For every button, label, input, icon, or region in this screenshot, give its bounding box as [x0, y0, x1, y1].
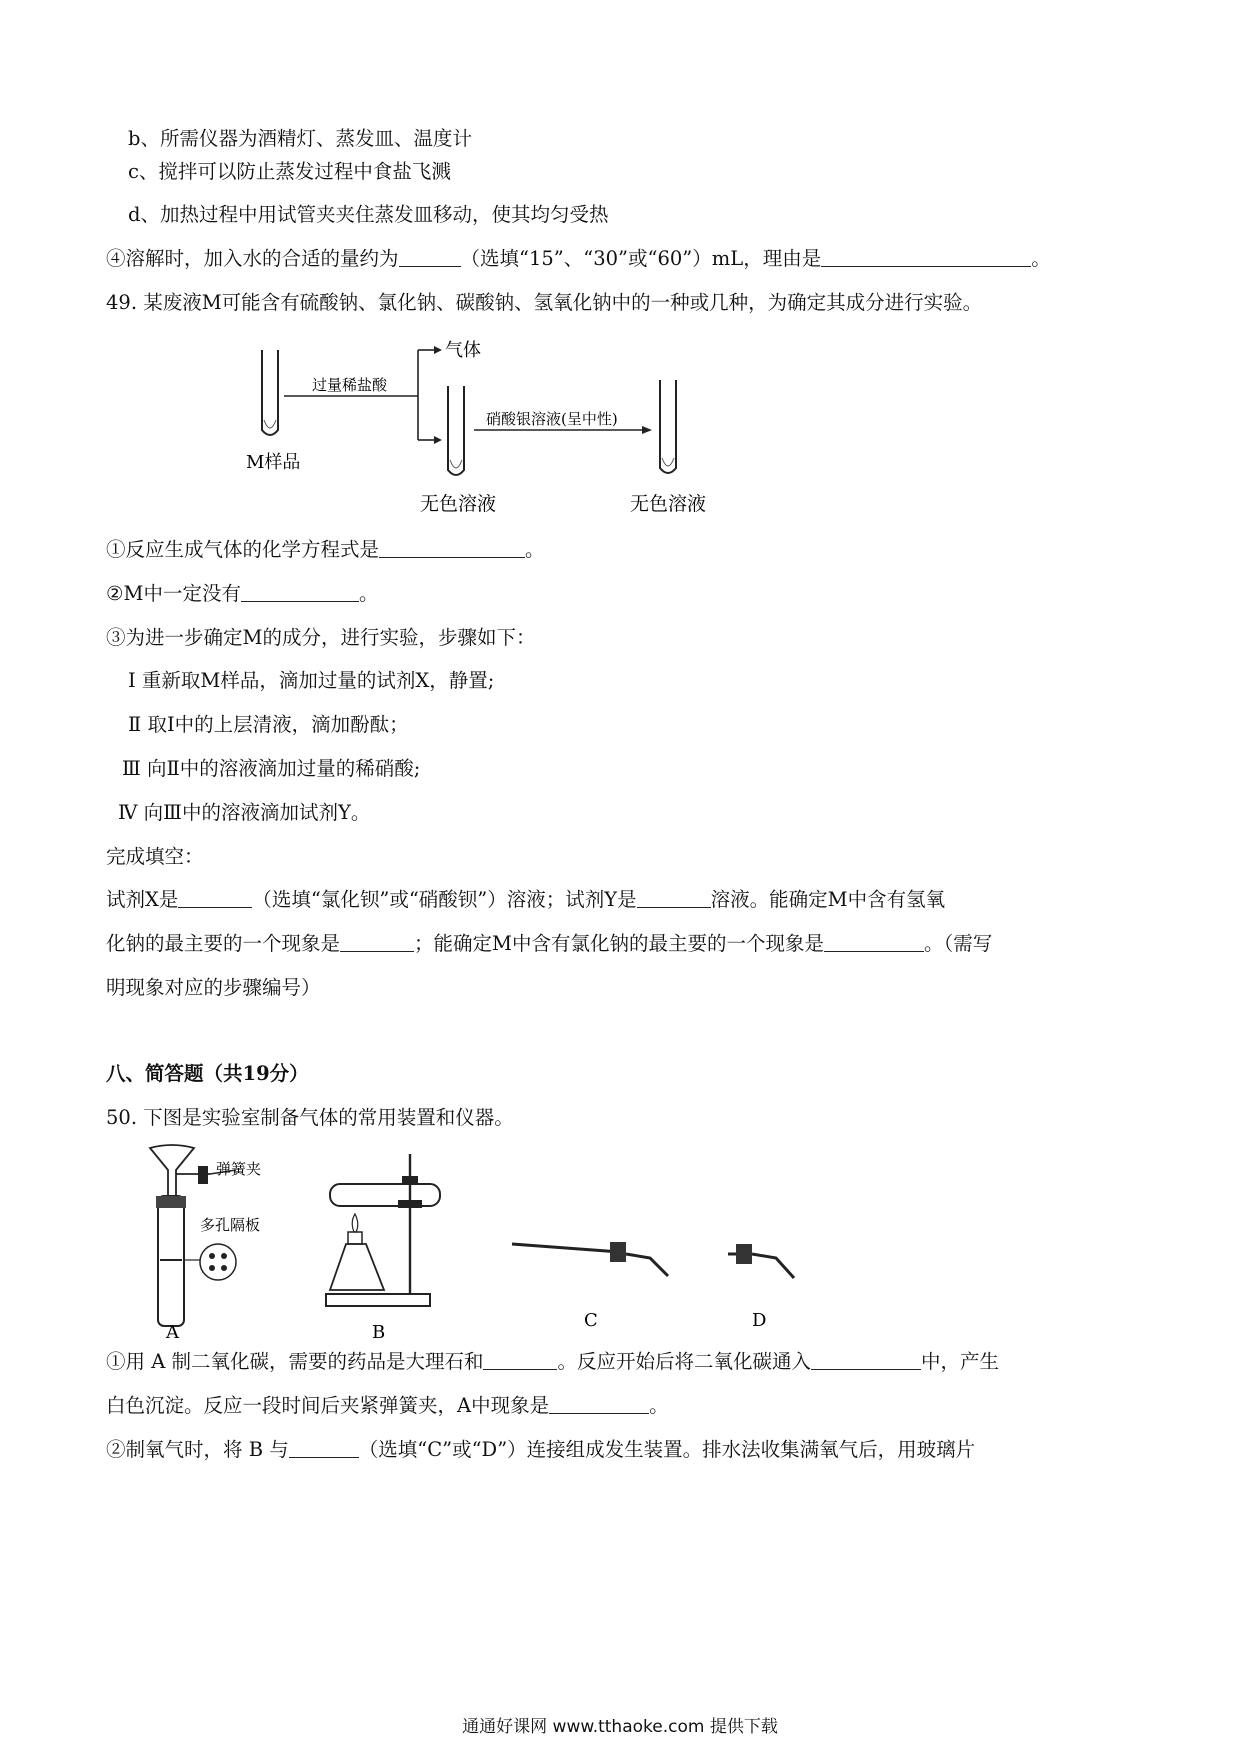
question-49: 49. 某废液M可能含有硫酸钠、氯化钠、碳酸钠、氢氧化钠中的一种或几种，为确定其成分进行实验。 — [106, 291, 983, 314]
answer-line-2-text-b: 。 — [649, 1394, 669, 1417]
fill-line-2-text-c: 。（需写 — [923, 932, 993, 955]
blank[interactable] — [379, 539, 525, 558]
label-solution-2: 无色溶液 — [630, 493, 707, 515]
label-sample: M样品 — [246, 452, 301, 473]
sub-question-1 — [106, 537, 545, 563]
apparatus-b — [326, 1154, 440, 1340]
step-3: Ⅲ 向Ⅱ中的溶液滴加过量的稀硝酸; — [122, 757, 421, 780]
question-4-text-a: ④溶解时，加入水的合适的量约为 — [106, 247, 399, 270]
label-b: B — [372, 1322, 386, 1340]
label-reagent-2: 硝酸银溶液(呈中性) — [486, 410, 618, 428]
fill-line-1-text-b: （选填“氯化钡”或“硝酸钡”）溶液；试剂Y是 — [252, 888, 637, 911]
step-1: Ⅰ 重新取M样品，滴加过量的试剂X，静置; — [128, 669, 495, 692]
apparatus-c — [512, 1242, 668, 1331]
fill-line-1-text-c: 溶液。能确定M中含有氢氧 — [710, 888, 946, 911]
sub-question-2 — [106, 581, 378, 607]
sub-question-2-text: ②M中一定没有 — [106, 582, 241, 605]
step-4: Ⅳ 向Ⅲ中的溶液滴加试剂Y。 — [118, 801, 371, 824]
step-2: Ⅱ 取Ⅰ中的上层清液，滴加酚酞； — [128, 713, 409, 736]
label-c: C — [584, 1310, 598, 1331]
fill-line-3: 明现象对应的步骤编号） — [106, 976, 321, 999]
fill-line-2-text-a: 化钠的最主要的一个现象是 — [106, 932, 341, 955]
page-footer: 通通好课网 www.tthaoke.com 提供下载 — [462, 1717, 778, 1737]
section-8-heading: 八、简答题（共19分） — [106, 1062, 309, 1085]
label-d: D — [752, 1310, 767, 1331]
answer-line-3-text-a: ②制氧气时，将 B 与 — [106, 1438, 289, 1461]
fill-line-1-text-a: 试剂X是 — [106, 888, 179, 911]
sub-question-1-end: 。 — [525, 538, 545, 561]
blank[interactable] — [821, 248, 1031, 267]
label-a: A — [166, 1322, 179, 1340]
answer-line-1-text-a: ①用 A 制二氧化碳，需要的药品是大理石和 — [106, 1350, 484, 1373]
blank[interactable] — [241, 583, 359, 602]
blank[interactable] — [483, 1351, 557, 1370]
blank[interactable] — [289, 1439, 359, 1458]
blank[interactable] — [178, 889, 252, 908]
fill-line-2 — [106, 931, 992, 957]
answer-line-3 — [106, 1437, 975, 1463]
option-c: c、搅拌可以防止蒸发过程中食盐飞溅 — [128, 160, 451, 183]
label-spring-clip: 弹簧夹 — [216, 1160, 262, 1178]
sub-question-3: ③为进一步确定M的成分，进行实验，步骤如下： — [106, 626, 536, 649]
experiment-flow-diagram — [240, 330, 800, 520]
blank[interactable] — [399, 248, 461, 267]
question-4-text-b: （选填“15”、“30”或“60”）mL，理由是 — [460, 247, 822, 270]
fill-line-1 — [106, 887, 945, 913]
blank[interactable] — [824, 933, 924, 952]
question-50: 50. 下图是实验室制备气体的常用装置和仪器。 — [106, 1106, 514, 1129]
option-b: b、所需仪器为酒精灯、蒸发皿、温度计 — [128, 127, 472, 150]
blank[interactable] — [811, 1351, 921, 1370]
sub-question-2-end: 。 — [358, 582, 379, 605]
fill-in-instruction: 完成填空： — [106, 845, 204, 868]
label-porous-plate: 多孔隔板 — [200, 1216, 261, 1234]
answer-line-2 — [106, 1393, 669, 1419]
apparatus-a — [150, 1145, 261, 1340]
blank[interactable] — [637, 889, 711, 908]
label-gas: 气体 — [445, 340, 481, 361]
fill-line-2-text-b: ；能确定M中含有氯化钠的最主要的一个现象是 — [414, 932, 824, 955]
blank[interactable] — [340, 933, 414, 952]
answer-line-2-text-a: 白色沉淀。反应一段时间后夹紧弹簧夹，A中现象是 — [106, 1394, 550, 1417]
answer-line-1-text-c: 中，产生 — [921, 1350, 1000, 1373]
apparatus-diagram — [140, 1140, 920, 1340]
question-4-text-c: 。 — [1031, 247, 1051, 270]
answer-line-1-text-b: 。反应开始后将二氧化碳通入 — [557, 1350, 811, 1373]
blank[interactable] — [549, 1395, 649, 1414]
label-reagent-1: 过量稀盐酸 — [312, 376, 388, 394]
option-d: d、加热过程中用试管夹夹住蒸发皿移动，使其均匀受热 — [128, 203, 609, 226]
question-4 — [106, 246, 1051, 272]
apparatus-d — [728, 1244, 794, 1331]
answer-line-3-text-b: （选填“C”或“D”）连接组成发生装置。排水法收集满氧气后，用玻璃片 — [358, 1438, 976, 1461]
answer-line-1 — [106, 1349, 999, 1375]
label-solution-1: 无色溶液 — [420, 493, 497, 515]
sub-question-1-text: ①反应生成气体的化学方程式是 — [106, 538, 380, 561]
